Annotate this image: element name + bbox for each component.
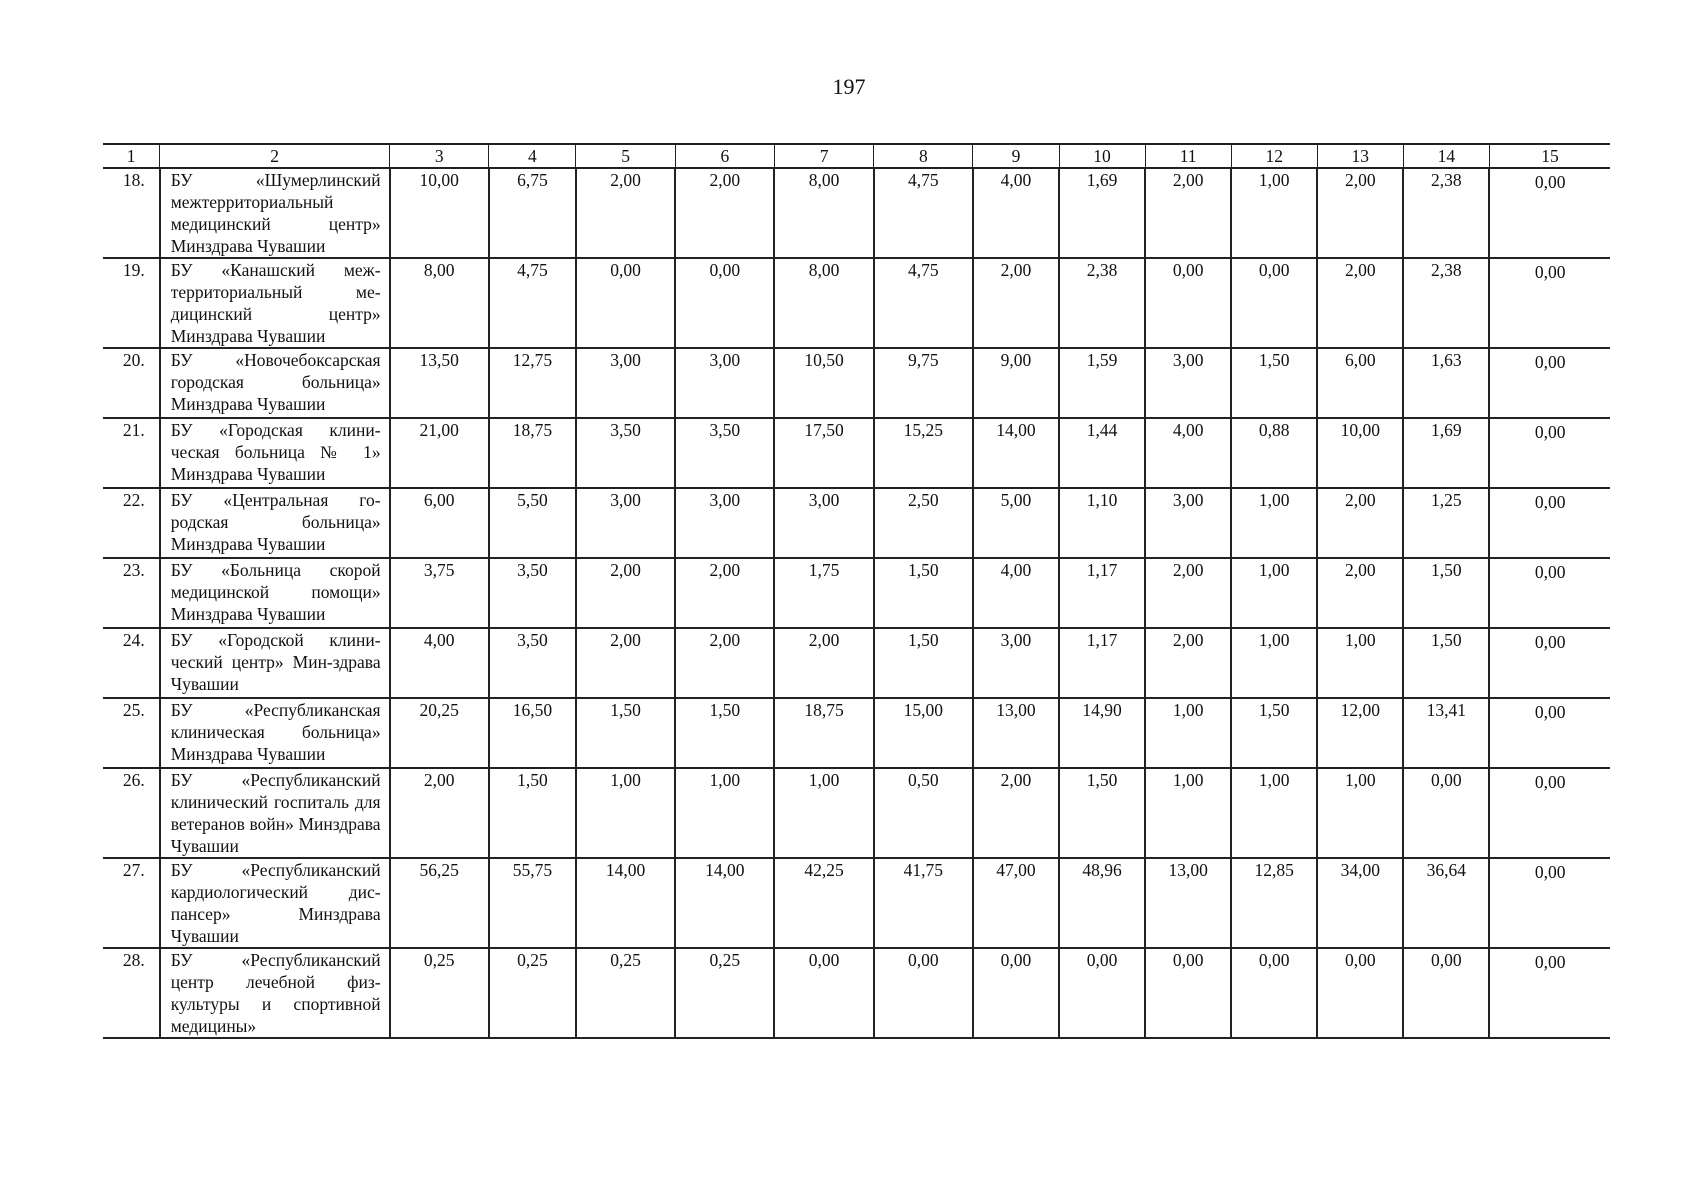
- table-cell: 2,50: [874, 488, 973, 558]
- column-header: 6: [675, 144, 774, 168]
- column-header: 10: [1059, 144, 1145, 168]
- table-cell: 0,00: [1059, 948, 1145, 1038]
- table-cell: 6,75: [489, 168, 576, 258]
- table-cell: 14,90: [1059, 698, 1145, 768]
- row-number: 28.: [103, 948, 160, 1038]
- table-cell: 0,00: [774, 948, 873, 1038]
- institution-name: БУ «Городская клини-ческая больница № 1» Минздрава Чувашии: [160, 418, 390, 488]
- table-cell: 2,00: [1317, 168, 1403, 258]
- table-row: [103, 418, 1610, 488]
- table-row: [103, 628, 1610, 698]
- column-header: 14: [1403, 144, 1489, 168]
- table-cell: 2,00: [1145, 168, 1231, 258]
- table-cell: 0,00: [973, 948, 1059, 1038]
- table-cell: 4,75: [874, 168, 973, 258]
- table-cell: 1,63: [1403, 348, 1489, 418]
- table-cell: 10,00: [1317, 418, 1403, 488]
- table-cell: 14,00: [576, 858, 675, 948]
- table-cell: 1,00: [1145, 698, 1231, 768]
- table-cell: 16,50: [489, 698, 576, 768]
- table-cell: 0,00: [1145, 258, 1231, 348]
- table-cell: 13,50: [390, 348, 489, 418]
- table-cell: 2,00: [1145, 558, 1231, 628]
- institution-name: БУ «Республиканский центр лечебной физ-культуры и спортивной медицины»: [160, 948, 390, 1038]
- table-cell: 15,25: [874, 418, 973, 488]
- institution-name: БУ «Новочебоксарская городская больница» Минздрава Чувашии: [160, 348, 390, 418]
- column-header: 13: [1317, 144, 1403, 168]
- table-cell: 3,50: [489, 628, 576, 698]
- table-cell: 6,00: [1317, 348, 1403, 418]
- table-cell: 0,00: [1489, 348, 1610, 418]
- table-cell: 1,00: [1231, 558, 1317, 628]
- table-cell: 15,00: [874, 698, 973, 768]
- table-cell: 2,38: [1403, 168, 1489, 258]
- table-cell: 2,38: [1059, 258, 1145, 348]
- table-cell: 1,50: [874, 558, 973, 628]
- table-cell: 0,00: [1489, 168, 1610, 258]
- table-row: [103, 768, 1610, 858]
- table-cell: 48,96: [1059, 858, 1145, 948]
- table-cell: 1,50: [1231, 698, 1317, 768]
- column-header: 8: [874, 144, 973, 168]
- page-number: 197: [832, 74, 866, 99]
- table-cell: 0,00: [576, 258, 675, 348]
- table-cell: 1,50: [1059, 768, 1145, 858]
- table-cell: 2,00: [675, 558, 774, 628]
- table-cell: 3,00: [1145, 488, 1231, 558]
- table-cell: 47,00: [973, 858, 1059, 948]
- table-cell: 0,25: [489, 948, 576, 1038]
- institution-name: БУ «Шумерлинский межтерриториальный медицинский центр» Минздрава Чувашии: [160, 168, 390, 258]
- table-cell: 1,00: [1231, 768, 1317, 858]
- table-cell: 21,00: [390, 418, 489, 488]
- table-row: [103, 168, 1610, 258]
- table-cell: 2,00: [973, 768, 1059, 858]
- table-cell: 0,00: [1145, 948, 1231, 1038]
- table-cell: 2,00: [576, 628, 675, 698]
- table-cell: 1,50: [1231, 348, 1317, 418]
- table-cell: 1,50: [576, 698, 675, 768]
- table-cell: 1,17: [1059, 628, 1145, 698]
- table-cell: 4,00: [973, 168, 1059, 258]
- table-cell: 12,85: [1231, 858, 1317, 948]
- table-cell: 3,50: [675, 418, 774, 488]
- column-header: 7: [774, 144, 873, 168]
- table-cell: 3,00: [576, 488, 675, 558]
- row-number: 26.: [103, 768, 160, 858]
- table-cell: 10,00: [390, 168, 489, 258]
- table-cell: 8,00: [774, 168, 873, 258]
- institution-name: БУ «Республиканский клинический госпиталь для ветеранов войн» Минздрава Чувашии: [160, 768, 390, 858]
- table-cell: 1,00: [1231, 168, 1317, 258]
- table-cell: 2,00: [1317, 258, 1403, 348]
- table-cell: 1,00: [1317, 768, 1403, 858]
- row-number: 27.: [103, 858, 160, 948]
- table-cell: 4,75: [874, 258, 973, 348]
- table-cell: 0,00: [1489, 558, 1610, 628]
- table-row: [103, 948, 1610, 1038]
- table-cell: 10,50: [774, 348, 873, 418]
- table-cell: 13,00: [973, 698, 1059, 768]
- table-cell: 4,00: [390, 628, 489, 698]
- table-cell: 2,00: [576, 168, 675, 258]
- column-header: 4: [489, 144, 576, 168]
- institution-name: БУ «Канашский меж-территориальный ме-дицинский центр» Минздрава Чувашии: [160, 258, 390, 348]
- table-cell: 2,00: [1317, 558, 1403, 628]
- row-number: 25.: [103, 698, 160, 768]
- table-cell: 1,50: [874, 628, 973, 698]
- table-cell: 1,00: [1317, 628, 1403, 698]
- table-row: [103, 558, 1610, 628]
- table-cell: 0,00: [1403, 948, 1489, 1038]
- table-cell: 0,00: [1489, 858, 1610, 948]
- column-header: 11: [1145, 144, 1231, 168]
- institution-name: БУ «Больница скорой медицинской помощи» Минздрава Чувашии: [160, 558, 390, 628]
- table-cell: 2,00: [973, 258, 1059, 348]
- table-header: [103, 144, 1610, 168]
- table-cell: 1,17: [1059, 558, 1145, 628]
- row-number: 18.: [103, 168, 160, 258]
- table-cell: 14,00: [675, 858, 774, 948]
- table-cell: 0,50: [874, 768, 973, 858]
- table-cell: 0,00: [1489, 488, 1610, 558]
- table-cell: 1,10: [1059, 488, 1145, 558]
- table-row: [103, 348, 1610, 418]
- table-cell: 1,00: [774, 768, 873, 858]
- table-cell: 1,75: [774, 558, 873, 628]
- table-row: [103, 488, 1610, 558]
- table-cell: 2,00: [576, 558, 675, 628]
- table-cell: 0,25: [675, 948, 774, 1038]
- table-cell: 2,00: [1317, 488, 1403, 558]
- table-cell: 3,00: [973, 628, 1059, 698]
- column-header: 9: [973, 144, 1059, 168]
- table-cell: 0,00: [1317, 948, 1403, 1038]
- column-header: 1: [103, 144, 160, 168]
- table-cell: 3,00: [675, 348, 774, 418]
- table-cell: 13,41: [1403, 698, 1489, 768]
- table-cell: 2,00: [390, 768, 489, 858]
- row-number: 24.: [103, 628, 160, 698]
- table-row: [103, 698, 1610, 768]
- column-header: 5: [576, 144, 675, 168]
- table-cell: 18,75: [774, 698, 873, 768]
- row-number: 19.: [103, 258, 160, 348]
- table-cell: 18,75: [489, 418, 576, 488]
- table-cell: 1,00: [1145, 768, 1231, 858]
- table-cell: 1,50: [1403, 628, 1489, 698]
- table-cell: 55,75: [489, 858, 576, 948]
- table-cell: 3,50: [576, 418, 675, 488]
- table-cell: 8,00: [390, 258, 489, 348]
- column-header: 12: [1231, 144, 1317, 168]
- row-number: 21.: [103, 418, 160, 488]
- table-row: [103, 258, 1610, 348]
- table-cell: 3,00: [576, 348, 675, 418]
- institution-name: БУ «Центральная го-родская больница» Минздрава Чувашии: [160, 488, 390, 558]
- table-cell: 12,00: [1317, 698, 1403, 768]
- data-table: [103, 143, 1610, 1039]
- table-cell: 2,00: [675, 168, 774, 258]
- table-cell: 1,44: [1059, 418, 1145, 488]
- table-cell: 2,00: [675, 628, 774, 698]
- table-body: [103, 168, 1610, 1038]
- table-cell: 2,00: [1145, 628, 1231, 698]
- institution-name: БУ «Республиканский кардиологический дис-пансер» Минздрава Чувашии: [160, 858, 390, 948]
- table-cell: 41,75: [874, 858, 973, 948]
- table-cell: 0,00: [1231, 948, 1317, 1038]
- table-cell: 0,25: [390, 948, 489, 1038]
- table-cell: 0,25: [576, 948, 675, 1038]
- column-header: 15: [1489, 144, 1610, 168]
- table-cell: 3,50: [489, 558, 576, 628]
- table-cell: 0,00: [1489, 418, 1610, 488]
- table-cell: 0,00: [1489, 768, 1610, 858]
- header-row: [103, 144, 1610, 168]
- institution-name: БУ «Республиканская клиническая больница» Минздрава Чувашии: [160, 698, 390, 768]
- table-cell: 1,69: [1059, 168, 1145, 258]
- table-cell: 1,00: [675, 768, 774, 858]
- table-cell: 34,00: [1317, 858, 1403, 948]
- table-cell: 1,00: [1231, 628, 1317, 698]
- row-number: 22.: [103, 488, 160, 558]
- table-cell: 3,00: [774, 488, 873, 558]
- table-cell: 0,00: [1231, 258, 1317, 348]
- table-cell: 1,50: [1403, 558, 1489, 628]
- table-cell: 56,25: [390, 858, 489, 948]
- table-cell: 1,69: [1403, 418, 1489, 488]
- table-cell: 3,00: [1145, 348, 1231, 418]
- table-cell: 1,25: [1403, 488, 1489, 558]
- table-cell: 5,00: [973, 488, 1059, 558]
- table-cell: 4,75: [489, 258, 576, 348]
- table-cell: 20,25: [390, 698, 489, 768]
- table-cell: 13,00: [1145, 858, 1231, 948]
- table-cell: 3,75: [390, 558, 489, 628]
- table-cell: 8,00: [774, 258, 873, 348]
- table-cell: 1,00: [1231, 488, 1317, 558]
- table-cell: 0,00: [1489, 258, 1610, 348]
- table-cell: 1,00: [576, 768, 675, 858]
- column-header: 2: [160, 144, 390, 168]
- table-cell: 9,75: [874, 348, 973, 418]
- table-cell: 0,88: [1231, 418, 1317, 488]
- row-number: 23.: [103, 558, 160, 628]
- table-cell: 17,50: [774, 418, 873, 488]
- institution-name: БУ «Городской клини-ческий центр» Мин-здрава Чувашии: [160, 628, 390, 698]
- table-cell: 0,00: [675, 258, 774, 348]
- table-cell: 0,00: [1489, 948, 1610, 1038]
- table-cell: 2,00: [774, 628, 873, 698]
- table-cell: 1,50: [489, 768, 576, 858]
- column-header: 3: [390, 144, 489, 168]
- table-cell: 5,50: [489, 488, 576, 558]
- table-cell: 0,00: [1489, 628, 1610, 698]
- table-row: [103, 858, 1610, 948]
- table-cell: 6,00: [390, 488, 489, 558]
- table-cell: 4,00: [973, 558, 1059, 628]
- row-number: 20.: [103, 348, 160, 418]
- table-cell: 36,64: [1403, 858, 1489, 948]
- table-cell: 42,25: [774, 858, 873, 948]
- table-cell: 9,00: [973, 348, 1059, 418]
- table-cell: 4,00: [1145, 418, 1231, 488]
- table-cell: 0,00: [874, 948, 973, 1038]
- table-cell: 14,00: [973, 418, 1059, 488]
- table-cell: 0,00: [1489, 698, 1610, 768]
- table-cell: 3,00: [675, 488, 774, 558]
- table-cell: 0,00: [1403, 768, 1489, 858]
- table-cell: 1,50: [675, 698, 774, 768]
- table-cell: 1,59: [1059, 348, 1145, 418]
- table-cell: 12,75: [489, 348, 576, 418]
- table-cell: 2,38: [1403, 258, 1489, 348]
